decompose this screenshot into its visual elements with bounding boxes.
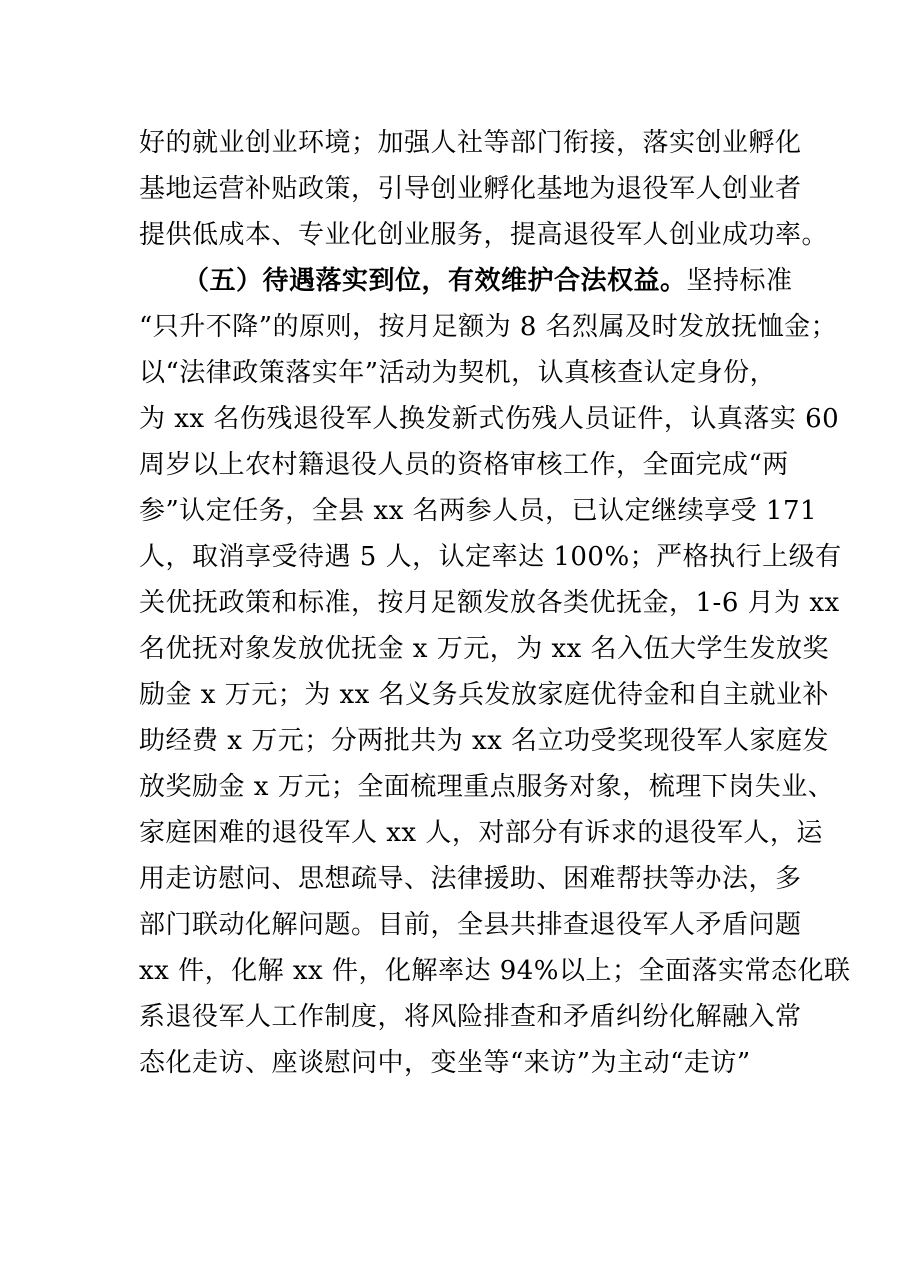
text-line-19: xx 件，化解 xx 件，化解率达 94%以上；全面落实常态化联 [139,956,851,986]
text-line-10: 人，取消享受待遇 5 人，认定率达 100%；严格执行上级有 [139,542,842,572]
text-line-20: 系退役军人工作制度，将风险排查和矛盾纠纷化解融入常 [139,1002,802,1032]
text-line-6: 以“法律政策落实年”活动为契机，认真核查认定身份， [139,358,777,388]
text-line-15: 放奖励金 x 万元；全面梳理重点服务对象，梳理下岗失业、 [139,772,835,802]
section-heading: （五）待遇落实到位，有效维护合法权益。 [183,266,687,296]
text-line-14: 助经费 x 万元；分两批共为 xx 名立功受奖现役军人家庭发 [139,726,830,756]
text-line-16: 家庭困难的退役军人 xx 人，对部分有诉求的退役军人，运 [139,818,823,848]
text-line-8: 周岁以上农村籍退役人员的资格审核工作，全面完成“两 [139,450,789,480]
text-line-11: 关优抚政策和标准，按月足额发放各类优抚金，1-6 月为 xx [139,588,840,618]
text-line-7: 为 xx 名伤残退役军人换发新式伤残人员证件，认真落实 60 [139,404,840,434]
text-line-4 [183,259,823,303]
text-line-18: 部门联动化解问题。目前，全县共排查退役军人矛盾问题 [139,910,802,940]
text-line-5: “只升不降”的原则，按月足额为 8 名烈属及时发放抚恤金； [139,312,838,342]
text-line-12: 名优抚对象发放优抚金 x 万元，为 xx 名入伍大学生发放奖 [139,634,830,664]
text-line-17: 用走访慰问、思想疏导、法律援助、困难帮扶等办法，多 [139,864,802,894]
text-line-13: 励金 x 万元；为 xx 名义务兵发放家庭优待金和自主就业补 [139,680,830,710]
text-line-9: 参”认定任务，全县 xx 名两参人员，已认定继续享受 171 [139,496,818,526]
text-line-3: 提供低成本、专业化创业服务，提高退役军人创业成功率。 [139,220,829,250]
text-line-21: 态化走访、座谈慰问中，变坐等“来访”为主动“走访” [139,1048,751,1078]
text-line-1: 好的就业创业环境；加强人社等部门衔接，落实创业孵化 [139,128,802,158]
text-line-2: 基地运营补贴政策，引导创业孵化基地为退役军人创业者 [139,174,802,204]
section-heading-continuation: 坚持标准 [686,266,793,296]
